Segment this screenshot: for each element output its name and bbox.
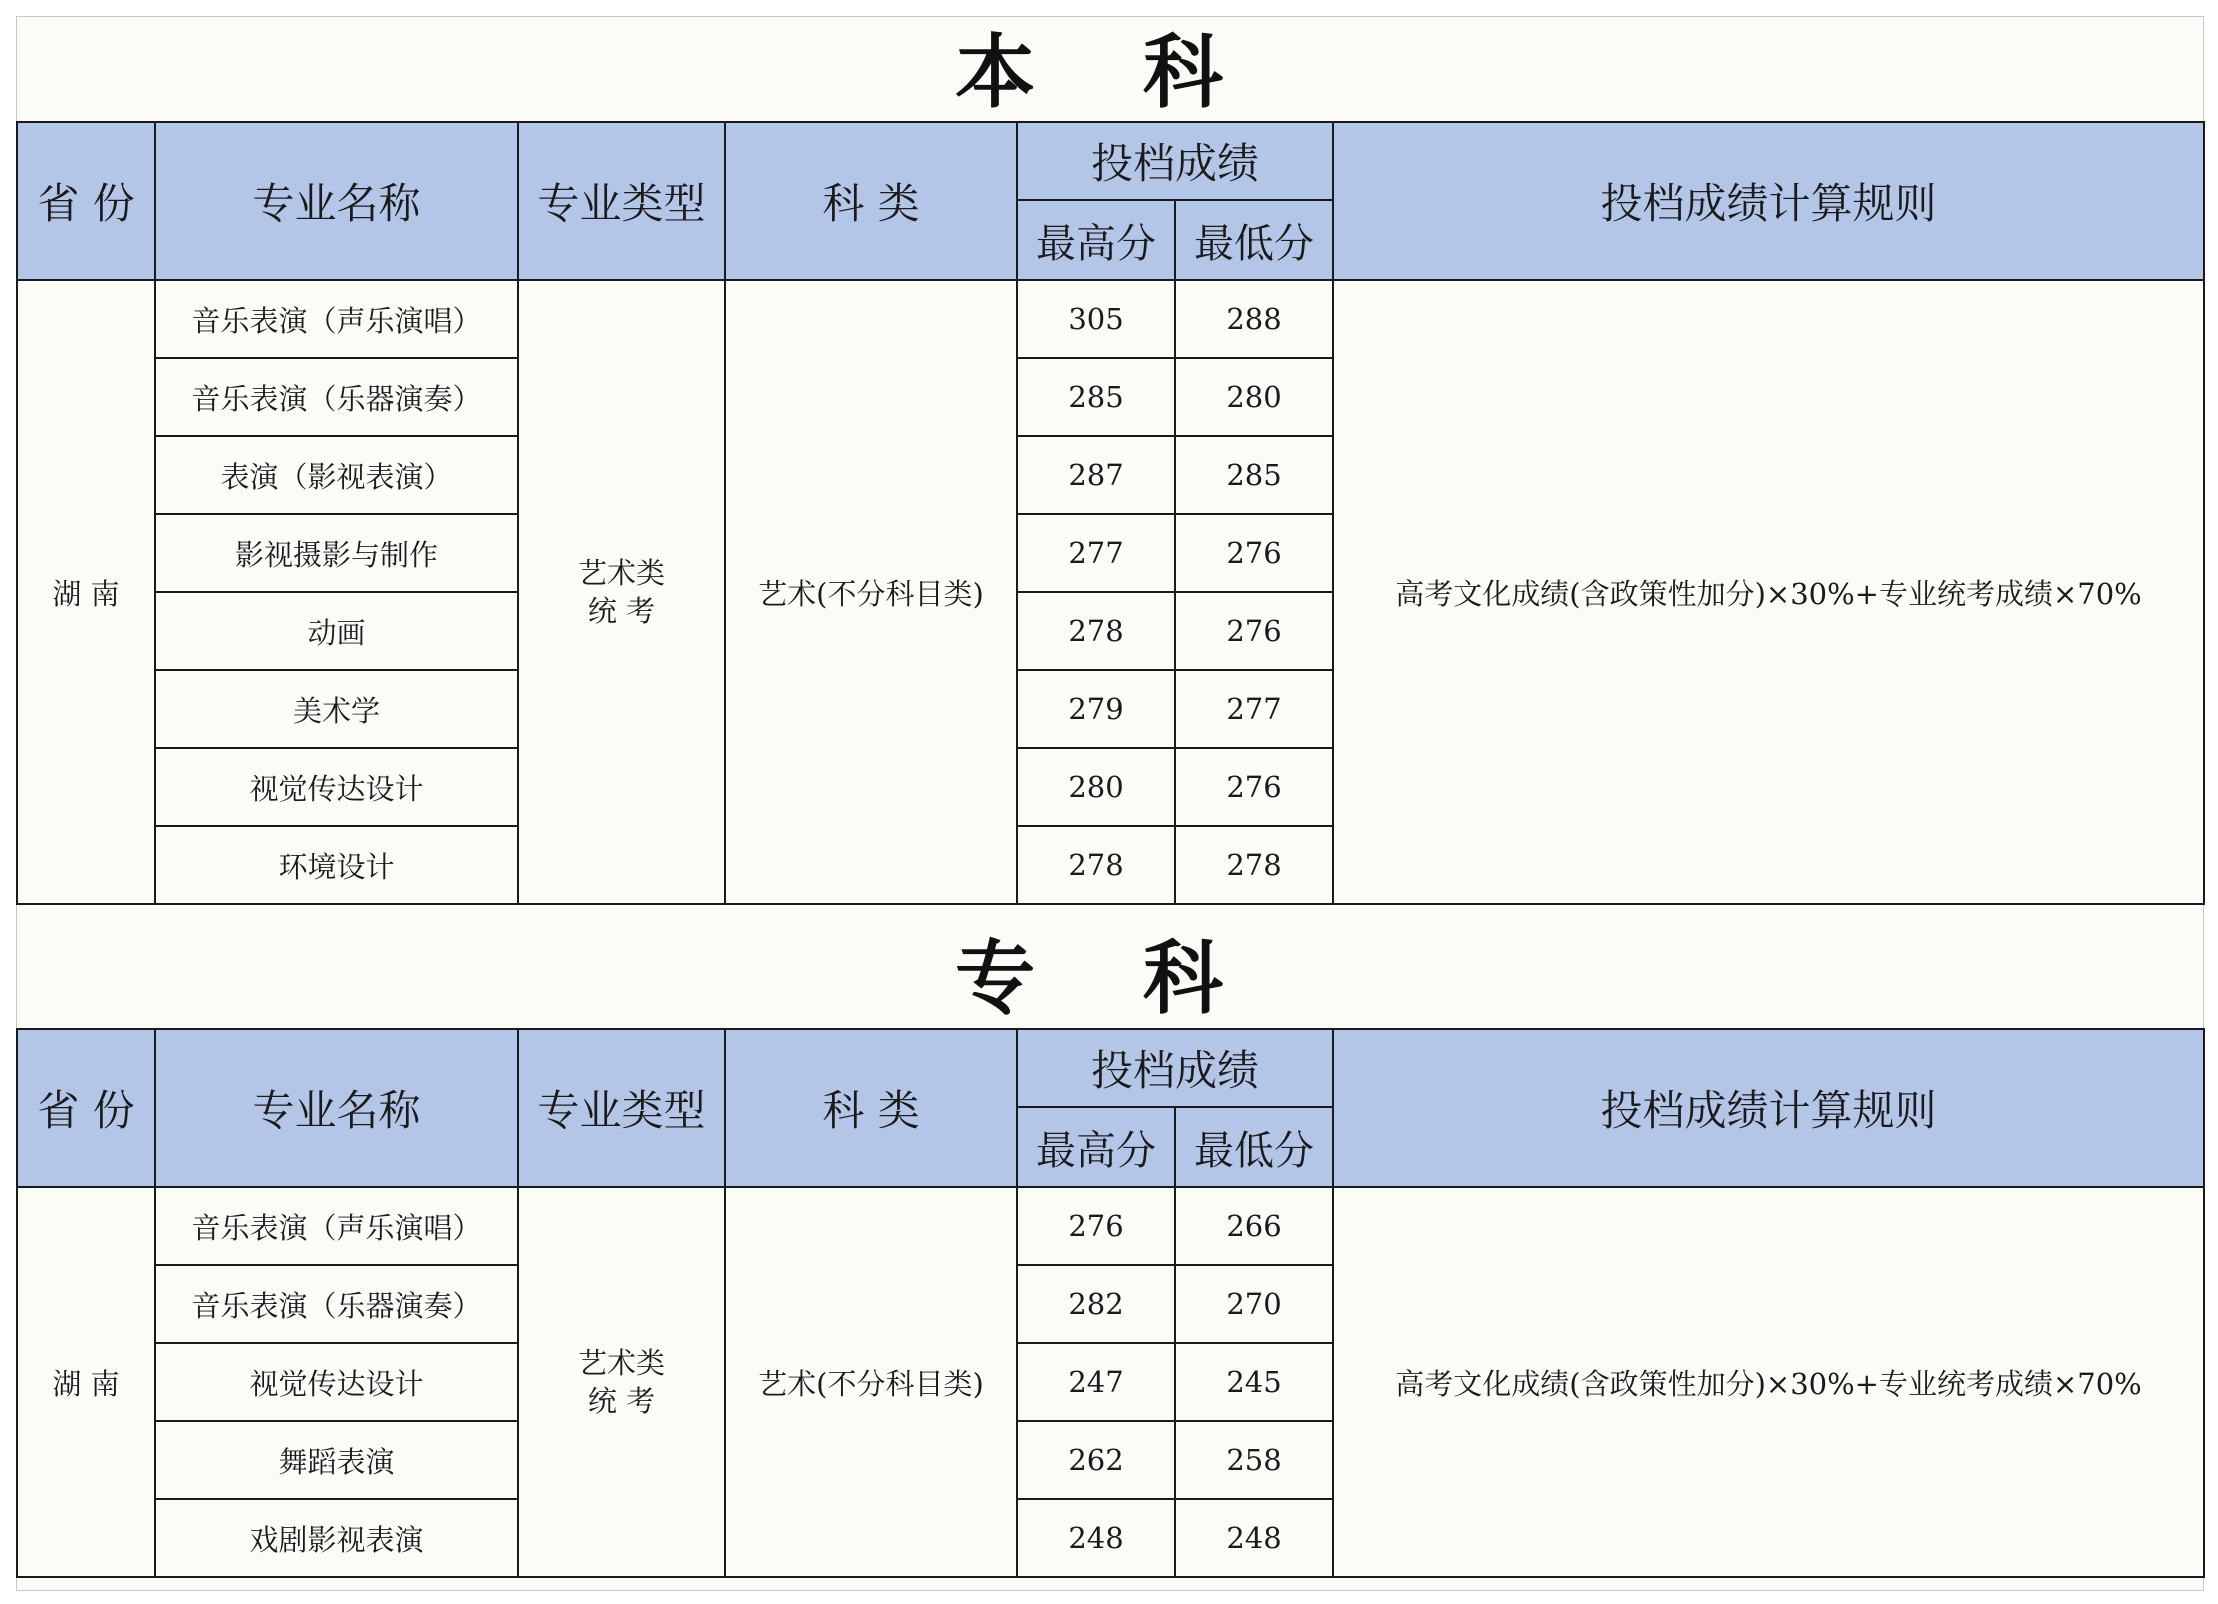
junior-college-table-body [17, 1187, 2204, 1577]
header-major: 专业名称 [155, 1029, 518, 1187]
max-score-cell: 278 [1017, 592, 1175, 670]
table-row [17, 280, 2204, 358]
major-cell: 音乐表演（声乐演唱） [155, 280, 518, 358]
min-score-cell: 276 [1175, 748, 1333, 826]
min-score-cell: 285 [1175, 436, 1333, 514]
header-score-group: 投档成绩 [1017, 122, 1333, 200]
min-score-cell: 277 [1175, 670, 1333, 748]
major-type-line1: 艺术类 [577, 556, 665, 590]
max-score-cell: 287 [1017, 436, 1175, 514]
min-score-cell: 280 [1175, 358, 1333, 436]
major-cell: 表演（影视表演） [155, 436, 518, 514]
major-cell: 美术学 [155, 670, 518, 748]
max-score-cell: 279 [1017, 670, 1175, 748]
major-cell: 戏剧影视表演 [155, 1499, 518, 1577]
max-score-cell: 285 [1017, 358, 1175, 436]
major-type-line2: 统 考 [587, 594, 656, 628]
min-score-cell: 288 [1175, 280, 1333, 358]
max-score-cell: 282 [1017, 1265, 1175, 1343]
major-cell: 影视摄影与制作 [155, 514, 518, 592]
major-cell: 环境设计 [155, 826, 518, 904]
min-score-cell: 266 [1175, 1187, 1333, 1265]
header-major: 专业名称 [155, 122, 518, 280]
category-cell: 艺术(不分科目类) [725, 1187, 1017, 1577]
rule-cell: 高考文化成绩(含政策性加分)×30%+专业统考成绩×70% [1333, 280, 2204, 904]
rule-cell: 高考文化成绩(含政策性加分)×30%+专业统考成绩×70% [1333, 1187, 2204, 1577]
header-province: 省 份 [17, 122, 155, 280]
province-cell: 湖 南 [17, 1187, 155, 1577]
header-category: 科 类 [725, 122, 1017, 280]
junior-college-score-table [16, 1028, 2205, 1578]
header-min-score: 最低分 [1175, 1107, 1333, 1187]
min-score-cell: 270 [1175, 1265, 1333, 1343]
major-type-line2: 统 考 [587, 1384, 656, 1418]
major-cell: 视觉传达设计 [155, 1343, 518, 1421]
max-score-cell: 278 [1017, 826, 1175, 904]
max-score-cell: 277 [1017, 514, 1175, 592]
header-rule: 投档成绩计算规则 [1333, 1029, 2204, 1187]
max-score-cell: 305 [1017, 280, 1175, 358]
province-cell: 湖 南 [17, 280, 155, 904]
major-type-cell [518, 280, 725, 904]
max-score-cell: 262 [1017, 1421, 1175, 1499]
major-cell: 音乐表演（乐器演奏） [155, 1265, 518, 1343]
header-major-type: 专业类型 [518, 1029, 725, 1187]
max-score-cell: 276 [1017, 1187, 1175, 1265]
min-score-cell: 248 [1175, 1499, 1333, 1577]
min-score-cell: 245 [1175, 1343, 1333, 1421]
major-cell: 舞蹈表演 [155, 1421, 518, 1499]
major-type-line1: 艺术类 [577, 1346, 665, 1380]
major-cell: 视觉传达设计 [155, 748, 518, 826]
major-cell: 音乐表演（乐器演奏） [155, 358, 518, 436]
header-province: 省 份 [17, 1029, 155, 1187]
header-max-score: 最高分 [1017, 1107, 1175, 1187]
header-category: 科 类 [725, 1029, 1017, 1187]
major-cell: 音乐表演（声乐演唱） [155, 1187, 518, 1265]
header-min-score: 最低分 [1175, 200, 1333, 280]
min-score-cell: 278 [1175, 826, 1333, 904]
min-score-cell: 276 [1175, 514, 1333, 592]
header-rule: 投档成绩计算规则 [1333, 122, 2204, 280]
max-score-cell: 248 [1017, 1499, 1175, 1577]
max-score-cell: 280 [1017, 748, 1175, 826]
table-row [17, 1187, 2204, 1265]
min-score-cell: 276 [1175, 592, 1333, 670]
major-type-cell [518, 1187, 725, 1577]
major-cell: 动画 [155, 592, 518, 670]
max-score-cell: 247 [1017, 1343, 1175, 1421]
min-score-cell: 258 [1175, 1421, 1333, 1499]
undergraduate-score-table [16, 121, 2205, 905]
section-title-undergraduate: 本 科 [955, 25, 1263, 119]
undergraduate-table-body [17, 280, 2204, 904]
header-max-score: 最高分 [1017, 200, 1175, 280]
header-major-type: 专业类型 [518, 122, 725, 280]
category-cell: 艺术(不分科目类) [725, 280, 1017, 904]
section-title-junior-college: 专 科 [955, 931, 1263, 1025]
header-score-group: 投档成绩 [1017, 1029, 1333, 1107]
